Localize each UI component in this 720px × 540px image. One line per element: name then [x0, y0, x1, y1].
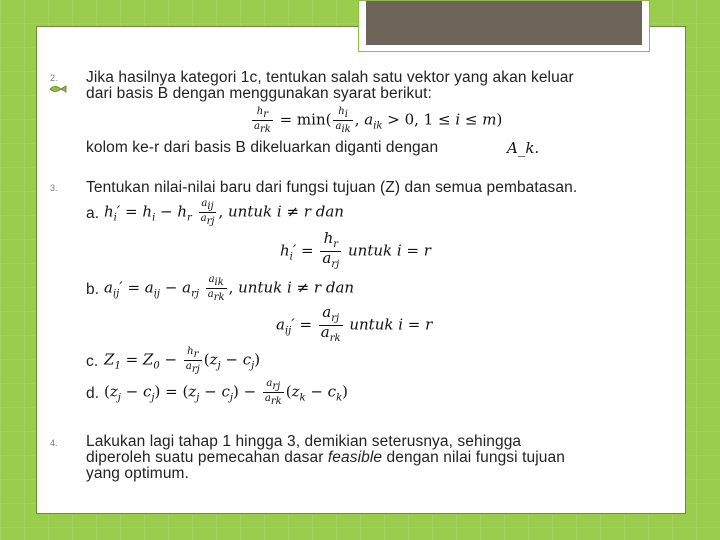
step-2-line-1: Jika hasilnya kategori 1c, tentukan salah satu vektor yang akan keluar [86, 69, 574, 86]
step-3-b-label: b. [86, 281, 100, 298]
step-3-a-formula-2: $h_i'$ = $\frac{h_r}{a_{rj}}$ untuk i = r [280, 229, 431, 270]
step-4-line-1: Lakukan lagi tahap 1 hingga 3, demikian seterusnya, sehingga [86, 433, 522, 450]
step-4-number: 4. [50, 438, 58, 448]
step-4-line-2-b: dengan nilai fungsi tujuan [382, 449, 565, 466]
arrow-icon [49, 84, 67, 94]
step-3-number: 3. [50, 183, 58, 193]
step-3-c-label: c. [86, 353, 99, 370]
step-2-line-3: kolom ke-r dari basis B dikeluarkan diganti dengan [86, 139, 439, 156]
step-2-number: 2. [50, 73, 58, 83]
step-3-d-label: d. [86, 385, 100, 402]
step-3-a-formula: $h_i' = h_i - h_r$ $\frac{a_{ij}}{a_{rj}}$ , untuk i ≠ r dan [104, 198, 344, 227]
step-3-c-formula: $Z_1 = Z_0$ − $\frac{h_r}{a_{rj}}$ $(z_j - c_j)$ [104, 346, 261, 375]
step-3-b-formula: $a_{ij}' = a_{ij} - a_{rj}$ $\frac{a_{ik}}{a_{rk}}$ , untuk i ≠ r dan [104, 274, 355, 303]
step-4-line-3: yang optimum. [86, 465, 189, 482]
step-2-line-2: dari basis B dengan menggunakan syarat berikut: [86, 85, 432, 102]
step-2-formula: $\frac{h_r}{a_{rk}}$ = min( $\frac{h_i}{a_{ik}}$ , $a_{ik} > 0$, 1 ≤ i ≤ m) [254, 106, 503, 135]
step-3-b-formula-2: $a_{ij}'$ = $\frac{a_{rj}}{a_{rk}}$ untuk i = r [276, 303, 433, 344]
step-4-line-2-italic: feasible [327, 449, 383, 466]
step-3-a-label: a. [86, 205, 100, 222]
step-3-d-formula: $(z_j - c_j) = (z_j - c_j)$ − $\frac{a_{rj}}{a_{rk}}$ $(z_k - c_k)$ [104, 378, 348, 407]
step-3-line-1: Tentukan nilai-nilai baru dari fungsi tujuan (Z) dan semua pembatasan. [86, 179, 578, 196]
step-2-symbol: A_k. [507, 139, 540, 157]
step-4-line-2-a: diperoleh suatu pemecahan dasar [86, 449, 328, 466]
title-fill [366, 1, 642, 45]
title-placeholder [358, 0, 650, 52]
step-4-line-2 [86, 450, 565, 465]
